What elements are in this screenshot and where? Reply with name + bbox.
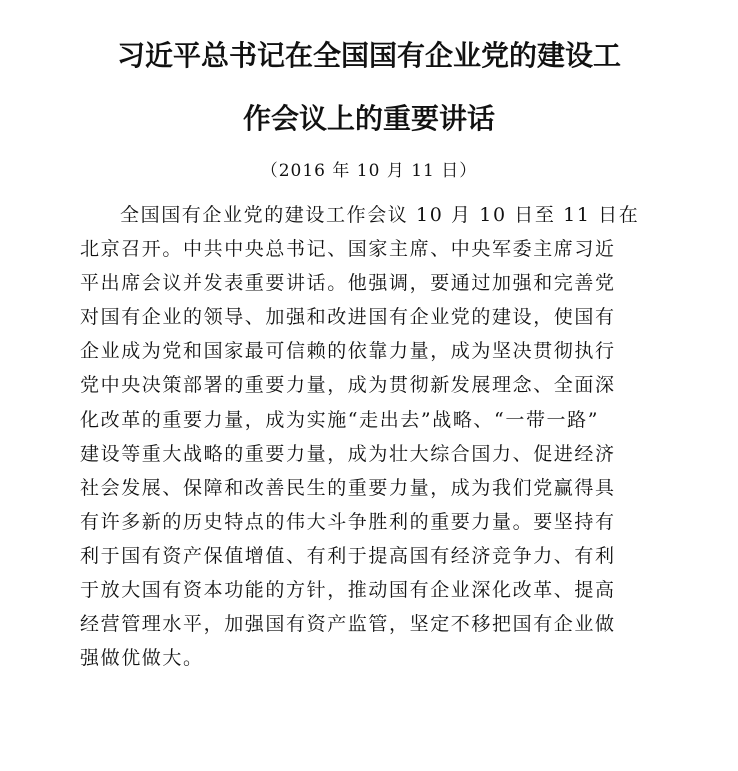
paragraph-line: 强做优做大。 [80,647,204,670]
paragraph-line: 化改革的重要力量，成为实施“走出去”战略、“一带一路” [80,408,600,431]
speech-date: （2016 年 10 月 11 日） [260,161,478,181]
paragraph-line: 北京召开。中共中央总书记、国家主席、中央军委主席习近 [80,238,616,261]
paragraph-line: 党中央决策部署的重要力量，成为贯彻新发展理念、全面深 [80,374,616,397]
paragraph-line: 利于国有资产保值增值、有利于提高国有经济竞争力、有利 [80,544,616,567]
paragraph-line: 社会发展、保障和改善民生的重要力量，成为我们党赢得具 [80,476,616,499]
paragraph-line: 平出席会议并发表重要讲话。他强调，要通过加强和完善党 [80,272,616,295]
paragraph-line: 建设等重大战略的重要力量，成为壮大综合国力、促进经济 [80,442,616,465]
paragraph-line: 对国有企业的领导、加强和改进国有企业党的建设，使国有 [80,306,616,329]
paragraph-line: 企业成为党和国家最可信赖的依靠力量，成为坚决贯彻执行 [80,340,616,363]
body-paragraph [80,198,640,675]
paragraph-line: 有许多新的历史特点的伟大斗争胜利的重要力量。要坚持有 [80,510,616,533]
title-line-2: 作会议上的重要讲话 [242,102,495,135]
title-line-1: 习近平总书记在全国国有企业党的建设工 [116,39,621,72]
paragraph-line: 全国国有企业党的建设工作会议 10 月 10 日至 11 日在 [120,204,640,226]
paragraph-line: 经营管理水平，加强国有资产监管，坚定不移把国有企业做 [80,613,616,636]
paragraph-line: 于放大国有资本功能的方针，推动国有企业深化改革、提高 [80,579,616,602]
